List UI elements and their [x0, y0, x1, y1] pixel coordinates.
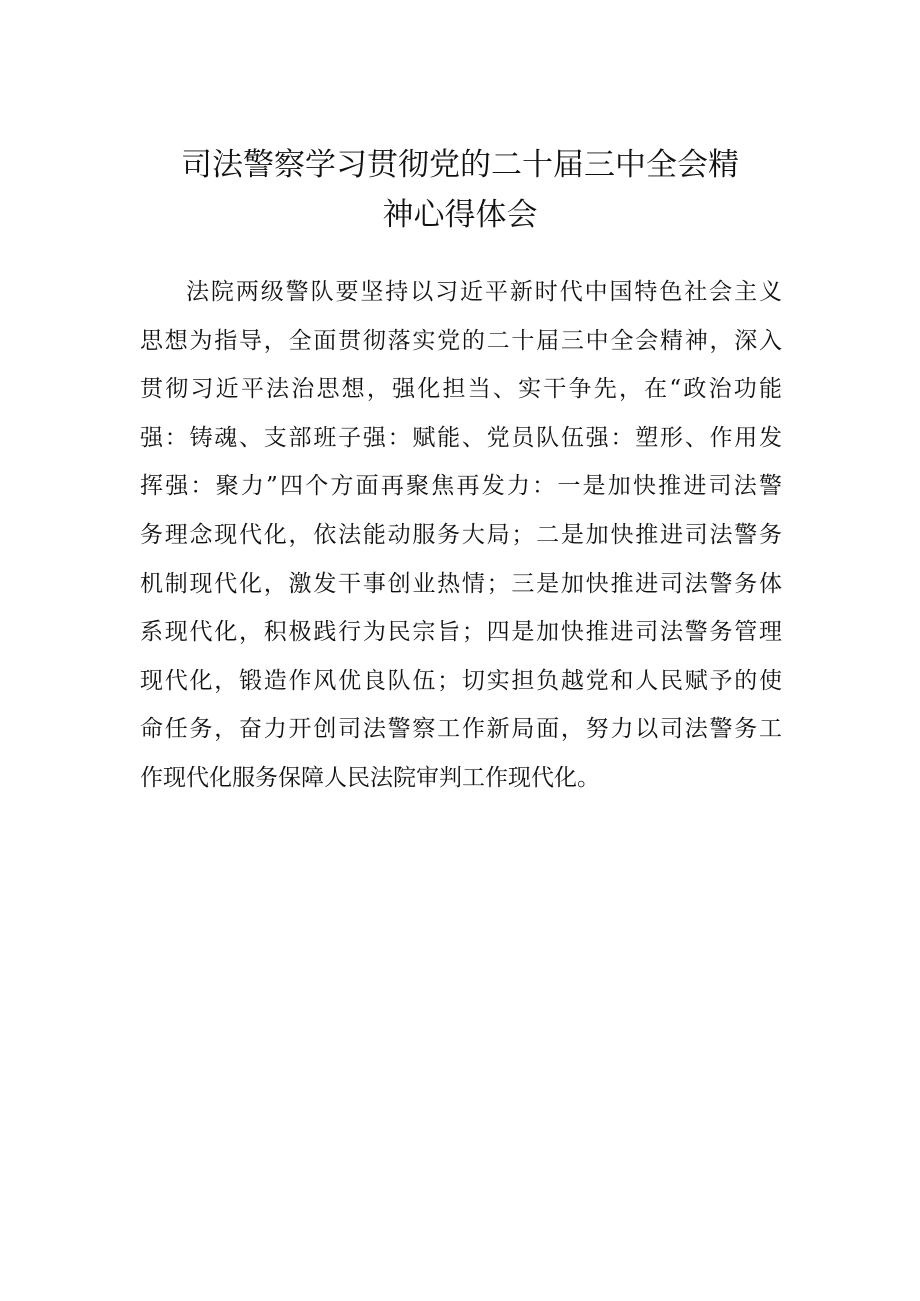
paragraph-line-5: 挥强：聚力”四个方面再聚焦再发力：一是加快推进司法警	[140, 473, 782, 500]
paragraph-line-11: 作现代化服务保障人民法院审判工作现代化。	[140, 764, 600, 791]
paragraph-line-6: 务理念现代化，依法能动服务大局；二是加快推进司法警务	[140, 521, 782, 548]
paragraph-line-8: 系现代化，积极践行为民宗旨；四是加快推进司法警务管理	[140, 619, 782, 646]
paragraph-line-9: 现代化，锻造作风优良队伍；切实担负越党和人民赋予的使	[140, 667, 782, 694]
paragraph-line-4: 强：铸魂、支部班子强：赋能、党员队伍强：塑形、作用发	[140, 424, 782, 451]
document-title	[150, 140, 770, 240]
paragraph-line-3: 贯彻习近平法治思想，强化担当、实干争先，在“政治功能	[140, 376, 782, 403]
title-line-1: 司法警察学习贯彻党的二十届三中全会精	[181, 147, 739, 183]
paragraph-line-1: 法院两级警队要坚持以习近平新时代中国特色社会主义	[186, 279, 782, 305]
paragraph-line-2: 思想为指导，全面贯彻落实党的二十届三中全会精神，深入	[140, 327, 782, 354]
paragraph-line-10: 命任务，奋力开创司法警察工作新局面，努力以司法警务工	[140, 716, 782, 743]
body-paragraph	[140, 268, 782, 803]
paragraph-line-7: 机制现代化，激发干事创业热情；三是加快推进司法警务体	[140, 570, 782, 597]
title-line-2: 神心得体会	[382, 197, 538, 233]
